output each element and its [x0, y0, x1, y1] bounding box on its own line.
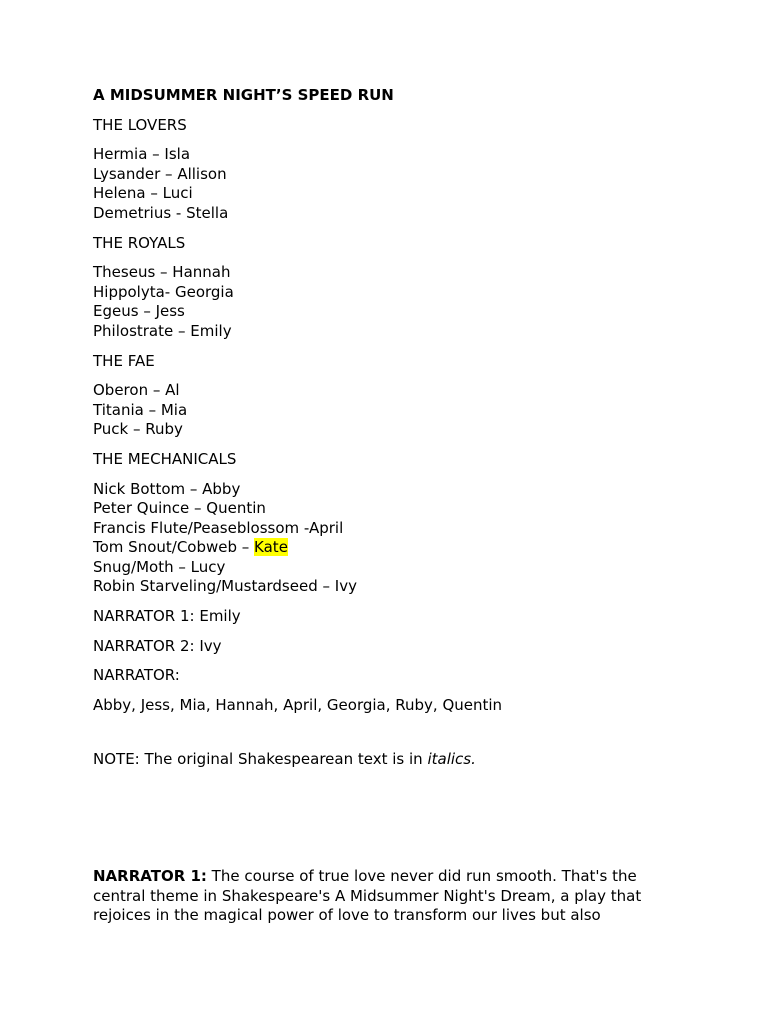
cast-list	[93, 86, 693, 725]
mechanicals-list	[93, 480, 693, 598]
note-text: NOTE: The original Shakespearean text is in	[93, 750, 428, 768]
section-heading-royals: THE ROYALS	[93, 233, 186, 252]
narration-text: The course of true love never did run smooth. That's the central theme in Shakespeare's A Midsummer Night's Dream, a play that rejoices in the magical power of love to transform our lives but also	[93, 867, 642, 925]
speaker-label: NARRATOR 1:	[93, 867, 207, 885]
cast-entry: Puck – Ruby	[93, 420, 183, 439]
narrator-2-line: NARRATOR 2: Ivy	[93, 636, 222, 655]
cast-entry: Titania – Mia	[93, 400, 188, 419]
cast-entry: Hippolyta- Georgia	[93, 282, 234, 301]
royals-list	[93, 263, 693, 341]
cast-entry: Oberon – Al	[93, 381, 180, 400]
cast-entry: Robin Starveling/Mustardseed – Ivy	[93, 577, 357, 596]
cast-entry: Lysander – Allison	[93, 164, 227, 183]
narrator-label: NARRATOR:	[93, 666, 180, 685]
cast-entry: Theseus – Hannah	[93, 263, 231, 282]
narrator-names: Abby, Jess, Mia, Hannah, April, Georgia, Ruby, Quentin	[93, 695, 503, 714]
highlighted-name: Kate	[254, 538, 288, 557]
opening-narration	[93, 867, 678, 926]
fae-list	[93, 381, 693, 440]
cast-entry: Francis Flute/Peaseblossom -April	[93, 518, 344, 537]
cast-entry-highlighted	[93, 538, 693, 558]
note-italic-word: italics.	[427, 750, 476, 768]
section-heading-mechanicals: THE MECHANICALS	[93, 449, 237, 468]
narrator-1-line: NARRATOR 1: Emily	[93, 607, 241, 626]
cast-entry: Snug/Moth – Lucy	[93, 557, 226, 576]
section-heading-lovers: THE LOVERS	[93, 115, 187, 134]
cast-entry-prefix: Tom Snout/Cobweb –	[93, 538, 255, 557]
note-paragraph	[93, 750, 693, 770]
lovers-list	[93, 145, 693, 223]
cast-entry: Helena – Luci	[93, 184, 193, 203]
cast-entry: Nick Bottom – Abby	[93, 479, 241, 498]
document-title: A MIDSUMMER NIGHT’S SPEED RUN	[93, 86, 394, 104]
cast-entry: Egeus – Jess	[93, 302, 185, 321]
cast-entry: Demetrius - Stella	[93, 203, 229, 222]
section-heading-fae: THE FAE	[93, 351, 155, 370]
cast-entry: Peter Quince – Quentin	[93, 499, 266, 518]
cast-entry: Hermia – Isla	[93, 145, 191, 164]
cast-entry: Philostrate – Emily	[93, 321, 232, 340]
